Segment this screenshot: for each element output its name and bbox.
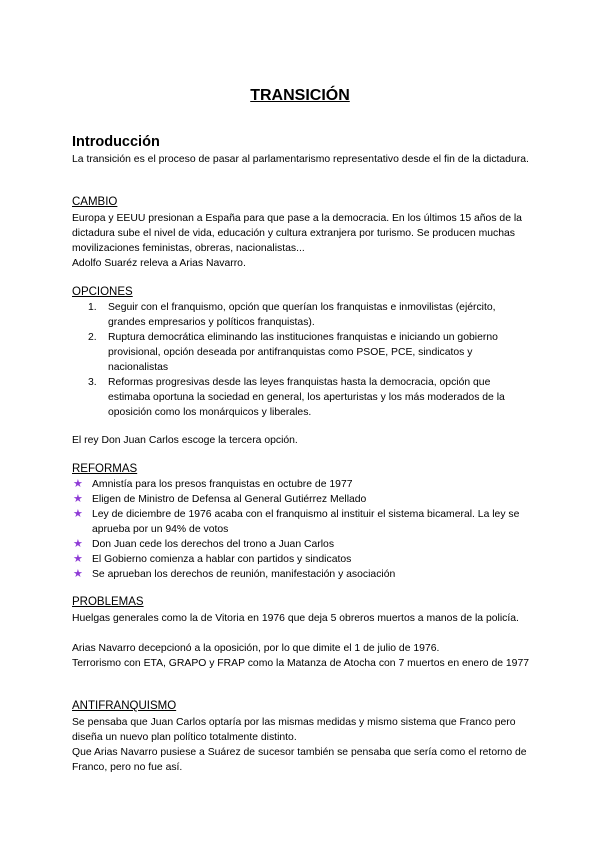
intro-text: La transición es el proceso de pasar al parlamentarismo representativo desde el fin de la dictadura. xyxy=(72,154,529,165)
reforma-item xyxy=(72,492,532,507)
star-bullet-icon: ★ xyxy=(73,508,83,520)
opcion-text: Seguir con el franquismo, opción que querían los franquistas e inmovilistas (ejército, grandes empresarios y políticos franquistas). xyxy=(108,302,496,328)
opcion-item xyxy=(72,330,532,375)
cambio-heading: CAMBIO xyxy=(72,196,118,208)
opcion-number: 3. xyxy=(88,377,97,388)
opcion-number: 2. xyxy=(88,332,97,343)
opcion-text: Ruptura democrática eliminando las instituciones franquistas e iniciando un gobierno provisional, opción deseada por antifranquistas como PSOE, PCE, sindicatos y nacionalistas xyxy=(108,332,498,373)
reformas-heading: REFORMAS xyxy=(72,463,138,475)
antifranquismo-text-arias: Que Arias Navarro pusiese a Suárez de sucesor también se pensaba que sería como el retorno de Franco, pero no fue así. xyxy=(72,747,527,773)
opcion-number: 1. xyxy=(88,302,97,313)
opciones-heading: OPCIONES xyxy=(72,286,133,298)
opciones-closing: El rey Don Juan Carlos escoge la tercera opción. xyxy=(72,435,298,446)
opcion-text: Reformas progresivas desde las leyes franquistas hasta la democracia, opción que estimaba oportuna la sociedad en general, los aperturistas y los más moderados de la oposición como los monárquicos y liberales. xyxy=(108,377,505,418)
reforma-text: Eligen de Ministro de Defensa al General Gutiérrez Mellado xyxy=(92,494,367,505)
problemas-text-terrorismo: Terrorismo con ETA, GRAPO y FRAP como la Matanza de Atocha con 7 muertos en enero de 1977 xyxy=(72,658,530,669)
reforma-item xyxy=(72,477,532,492)
reforma-text: Ley de diciembre de 1976 acaba con el franquismo al instituir el sistema bicameral. La ley se aprueba por un 94% de votos xyxy=(92,509,520,535)
antifranquismo-text-juan-carlos: Se pensaba que Juan Carlos optaría por las mismas medidas y mismo sistema que Franco pero diseña un nuevo plan político totalmente distinto. xyxy=(72,717,516,743)
problemas-heading: PROBLEMAS xyxy=(72,596,144,608)
star-bullet-icon: ★ xyxy=(73,538,83,550)
reforma-text: El Gobierno comienza a hablar con partidos y sindicatos xyxy=(92,554,352,565)
problemas-text-arias: Arias Navarro decepcionó a la oposición, por lo que dimite el 1 de julio de 1976. xyxy=(72,643,440,654)
star-bullet-icon: ★ xyxy=(73,568,83,580)
cambio-text-suarez: Adolfo Suaréz releva a Arias Navarro. xyxy=(72,258,246,269)
opcion-item xyxy=(72,375,532,420)
antifranquismo-heading: ANTIFRANQUISMO xyxy=(72,700,177,712)
reforma-text: Don Juan cede los derechos del trono a Juan Carlos xyxy=(92,539,335,550)
problemas-text-huelgas: Huelgas generales como la de Vitoria en 1976 que deja 5 obreros muertos a manos de la policía. xyxy=(72,613,519,624)
opciones-list xyxy=(72,300,532,420)
reforma-item xyxy=(72,552,532,567)
star-bullet-icon: ★ xyxy=(73,493,83,505)
reforma-text: Amnistía para los presos franquistas en octubre de 1977 xyxy=(92,479,353,490)
reformas-list xyxy=(72,477,532,582)
intro-heading: Introducción xyxy=(72,134,160,150)
document-title: TRANSICIÓN xyxy=(250,87,350,104)
star-bullet-icon: ★ xyxy=(73,478,83,490)
reforma-item xyxy=(72,507,532,537)
reforma-text: Se aprueban los derechos de reunión, manifestación y asociación xyxy=(92,569,396,580)
reforma-item xyxy=(72,567,532,582)
star-bullet-icon: ★ xyxy=(73,553,83,565)
cambio-text: Europa y EEUU presionan a España para que pase a la democracia. En los últimos 15 años de la dictadura sube el nivel de vida, educación y cultura extranjera por turismo. Se producen muchas movilizaciones feministas, obreras, nacionalistas... xyxy=(72,213,522,254)
reforma-item xyxy=(72,537,532,552)
opcion-item xyxy=(72,300,532,330)
